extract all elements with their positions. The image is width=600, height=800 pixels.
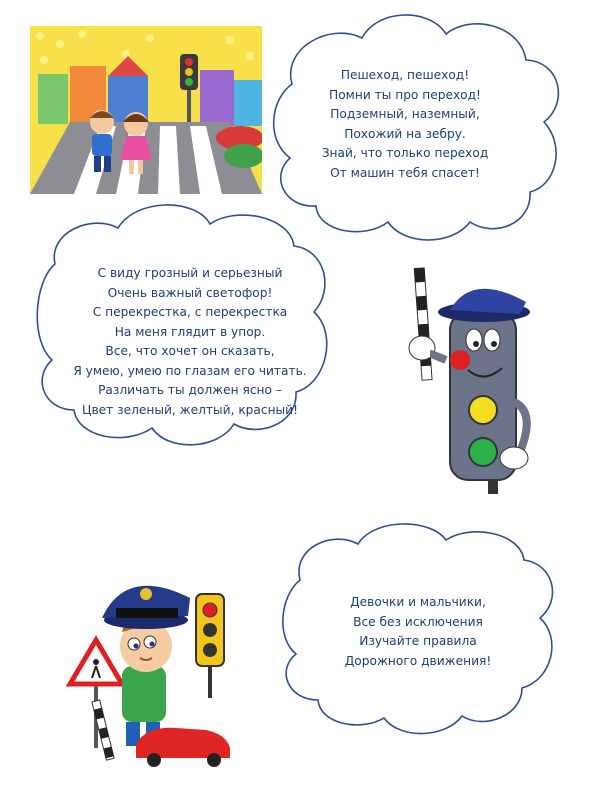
poem-1-line: Похожий на зебру. [344,126,466,141]
traffic-light-character [402,262,542,502]
poem-2-line: Цвет зеленый, желтый, красный! [82,402,298,417]
poem-1-line: Знай, что только переход [321,146,489,160]
kids-crosswalk-illustration [30,26,262,194]
poem-3-line: Девочки и мальчики, [350,595,486,609]
poem-1-line: Пешеход, пешеход! [340,68,470,82]
poem-2-line: Все, что хочет он сказать, [105,344,275,358]
poem-2-line: Я умею, умею по глазам его читать. [73,363,307,378]
poem-2-line: Очень важный светофор! [107,285,273,300]
poem-1-line: От машин тебя спасет! [330,165,480,180]
poem-3-line: Дорожного движения! [344,653,492,668]
poem-3 [318,593,518,671]
poem-2-line: На меня глядит в упор. [114,324,266,339]
poem-3-line: Все без исключения [353,614,483,629]
boy-policeman-illustration [66,558,236,772]
poem-2-line: С перекрестка, с перекрестка [92,305,288,319]
poem-2-line: Различать ты должен ясно – [98,383,282,397]
poem-3-line: Изучайте правила [359,634,477,648]
poem-2-line: С виду грозный и серьезный [97,266,283,280]
poem-1-line: Подземный, наземный, [330,107,480,121]
poem-1 [305,66,505,183]
poem-2 [62,264,318,420]
poem-1-line: Помни ты про переход! [329,87,481,102]
